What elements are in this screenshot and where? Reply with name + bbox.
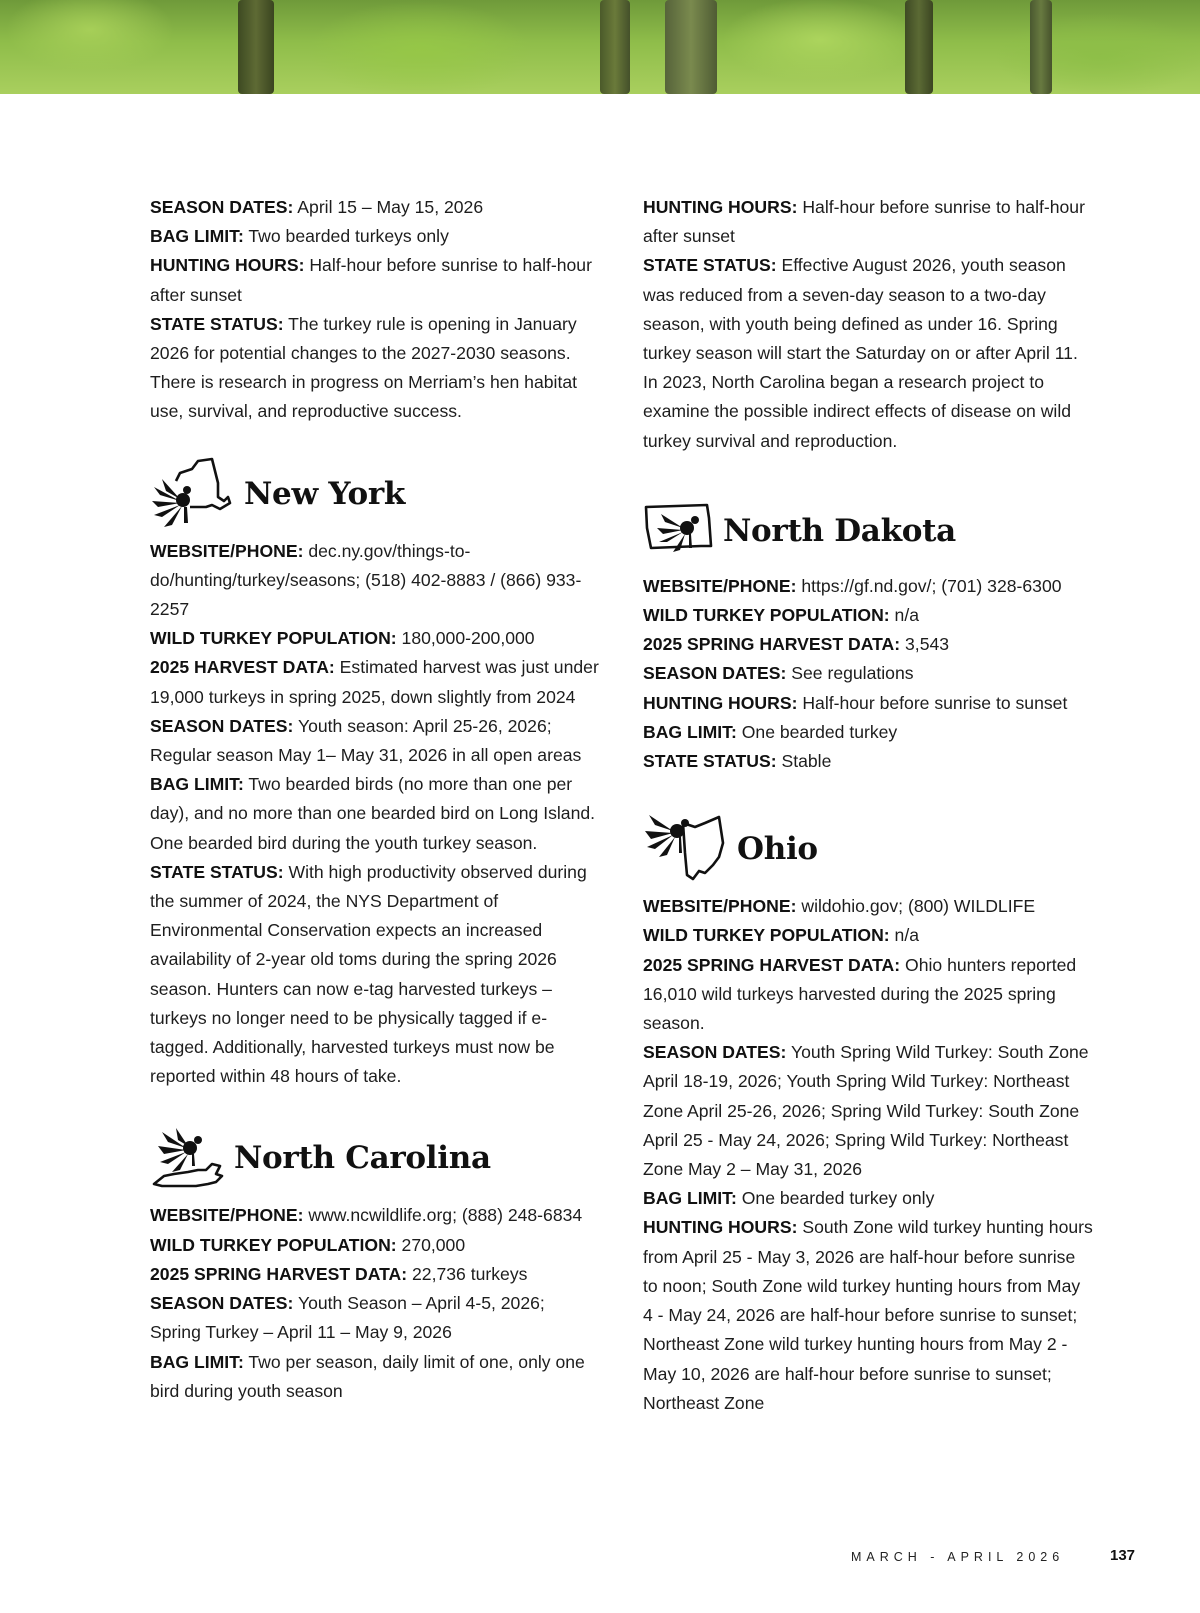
right-column — [643, 193, 1093, 1418]
ohio-state-turkey-icon — [643, 813, 725, 885]
field-wild-turkey-population: WILD TURKEY POPULATION: n/a — [643, 605, 919, 626]
field-website-phone: WEBSITE/PHONE: www.ncwildlife.org; (888) 248-6834 — [150, 1205, 583, 1226]
field-season-dates: SEASON DATES: See regulations — [643, 663, 914, 684]
new-york-details — [150, 537, 600, 1092]
field-season-dates: SEASON DATES: Youth Spring Wild Turkey: South Zone April 18-19, 2026; Youth Spring Wild Turkey: Northeast Zone April 25-26, 2026; Spring Wild Turkey: South Zone April 25 - May 24, 2026; Spring Wild Turkey: Northeast Zone May 2 – May 31, 2026 — [643, 1042, 1089, 1180]
field-website-phone: WEBSITE/PHONE: wildohio.gov; (800) WILDLIFE — [643, 896, 1036, 917]
intro-continued-section — [150, 193, 600, 427]
field-season-dates: SEASON DATES: Youth Season – April 4-5, 2026; Spring Turkey – April 11 – May 9, 2026 — [150, 1293, 545, 1343]
field-bag-limit: BAG LIMIT: Two bearded turkeys only — [150, 226, 449, 247]
field-bag-limit: BAG LIMIT: One bearded turkey only — [643, 1188, 935, 1209]
field-wild-turkey-population: WILD TURKEY POPULATION: 270,000 — [150, 1234, 466, 1255]
north-dakota-title: North Dakota — [723, 512, 956, 549]
field-website-phone: WEBSITE/PHONE: dec.ny.gov/things-to-do/hunting/turkey/seasons; (518) 402-8883 / (866) 933-2257 — [150, 540, 582, 620]
north-dakota-heading — [643, 500, 1093, 562]
forest-banner-image — [0, 0, 1200, 94]
issue-date: MARCH - APRIL 2026 — [851, 1550, 1065, 1564]
field-hunting-hours: HUNTING HOURS: Half-hour before sunrise to half-hour after sunset — [643, 197, 1085, 247]
north-carolina-heading — [150, 1121, 600, 1195]
field-spring-harvest-data: 2025 SPRING HARVEST DATA: 22,736 turkeys — [150, 1263, 528, 1284]
field-wild-turkey-population: WILD TURKEY POPULATION: 180,000-200,000 — [150, 628, 535, 649]
north-dakota-details — [643, 572, 1093, 776]
field-state-status: STATE STATUS: Effective August 2026, youth season was reduced from a seven-day season to a two-day season, with youth being defined as under 16. Spring turkey season will start the Saturday on or after April 11. In 2023, North Carolina began a research project to examine the possible indirect effects of disease on wild turkey survival and reproduction. — [643, 255, 1078, 451]
field-state-status: STATE STATUS: The turkey rule is opening in January 2026 for potential changes to the 2027-2030 seasons. There is research in progress on Merriam’s hen habitat use, survival, and reproductive success. — [150, 313, 578, 422]
field-hunting-hours: HUNTING HOURS: Half-hour before sunrise to sunset — [643, 692, 1068, 713]
north-carolina-details-continued — [643, 193, 1093, 456]
new-york-state-turkey-icon — [150, 457, 232, 531]
north-carolina-state-turkey-icon — [150, 1126, 224, 1190]
field-website-phone: WEBSITE/PHONE: https://gf.nd.gov/; (701) 328-6300 — [643, 575, 1062, 596]
new-york-title: New York — [244, 475, 406, 512]
new-york-heading — [150, 457, 600, 531]
field-hunting-hours: HUNTING HOURS: South Zone wild turkey hunting hours from April 25 - May 3, 2026 are half-hour before sunrise to noon; South Zone wild turkey hunting hours from May 4 - May 24, 2026 are half-hour before sunrise to sunset; Northeast Zone wild turkey hunting hours from May 2 - May 10, 2026 are half-hour before sunrise to sunset; Northeast Zone — [643, 1217, 1093, 1413]
field-bag-limit: BAG LIMIT: One bearded turkey — [643, 721, 898, 742]
field-season-dates: SEASON DATES: April 15 – May 15, 2026 — [150, 197, 484, 217]
left-column — [150, 193, 600, 1406]
ohio-details — [643, 892, 1093, 1418]
north-dakota-state-turkey-icon — [643, 502, 713, 560]
field-state-status: STATE STATUS: With high productivity observed during the summer of 2024, the NYS Department of Environmental Conservation expects an increased availability of 2-year old toms during the spring 2026 season. Hunters can now e-tag harvested turkeys – turkeys no longer need to be physically tagged if e-tagged. Additionally, harvested turkeys must now be reported within 48 hours of take. — [150, 861, 587, 1087]
field-hunting-hours: HUNTING HOURS: Half-hour before sunrise to half-hour after sunset — [150, 255, 592, 305]
ohio-title: Ohio — [737, 831, 818, 868]
north-carolina-title: North Carolina — [234, 1140, 491, 1177]
field-spring-harvest-data: 2025 SPRING HARVEST DATA: 3,543 — [643, 634, 950, 655]
field-spring-harvest-data: 2025 SPRING HARVEST DATA: Ohio hunters reported 16,010 wild turkeys harvested during the 2025 spring season. — [643, 954, 1077, 1034]
field-bag-limit: BAG LIMIT: Two per season, daily limit of one, only one bird during youth season — [150, 1351, 585, 1401]
field-harvest-data: 2025 HARVEST DATA: Estimated harvest was just under 19,000 turkeys in spring 2025, down slightly from 2024 — [150, 657, 599, 707]
field-wild-turkey-population: WILD TURKEY POPULATION: n/a — [643, 925, 919, 946]
field-state-status: STATE STATUS: Stable — [643, 751, 832, 772]
field-bag-limit: BAG LIMIT: Two bearded birds (no more than one per day), and no more than one bearded bird on Long Island. One bearded bird during the youth turkey season. — [150, 774, 596, 853]
north-carolina-details — [150, 1201, 600, 1405]
page-number: 137 — [1110, 1547, 1136, 1564]
ohio-heading — [643, 812, 1093, 886]
field-season-dates: SEASON DATES: Youth season: April 25-26, 2026; Regular season May 1– May 31, 2026 in all open areas — [150, 715, 582, 766]
